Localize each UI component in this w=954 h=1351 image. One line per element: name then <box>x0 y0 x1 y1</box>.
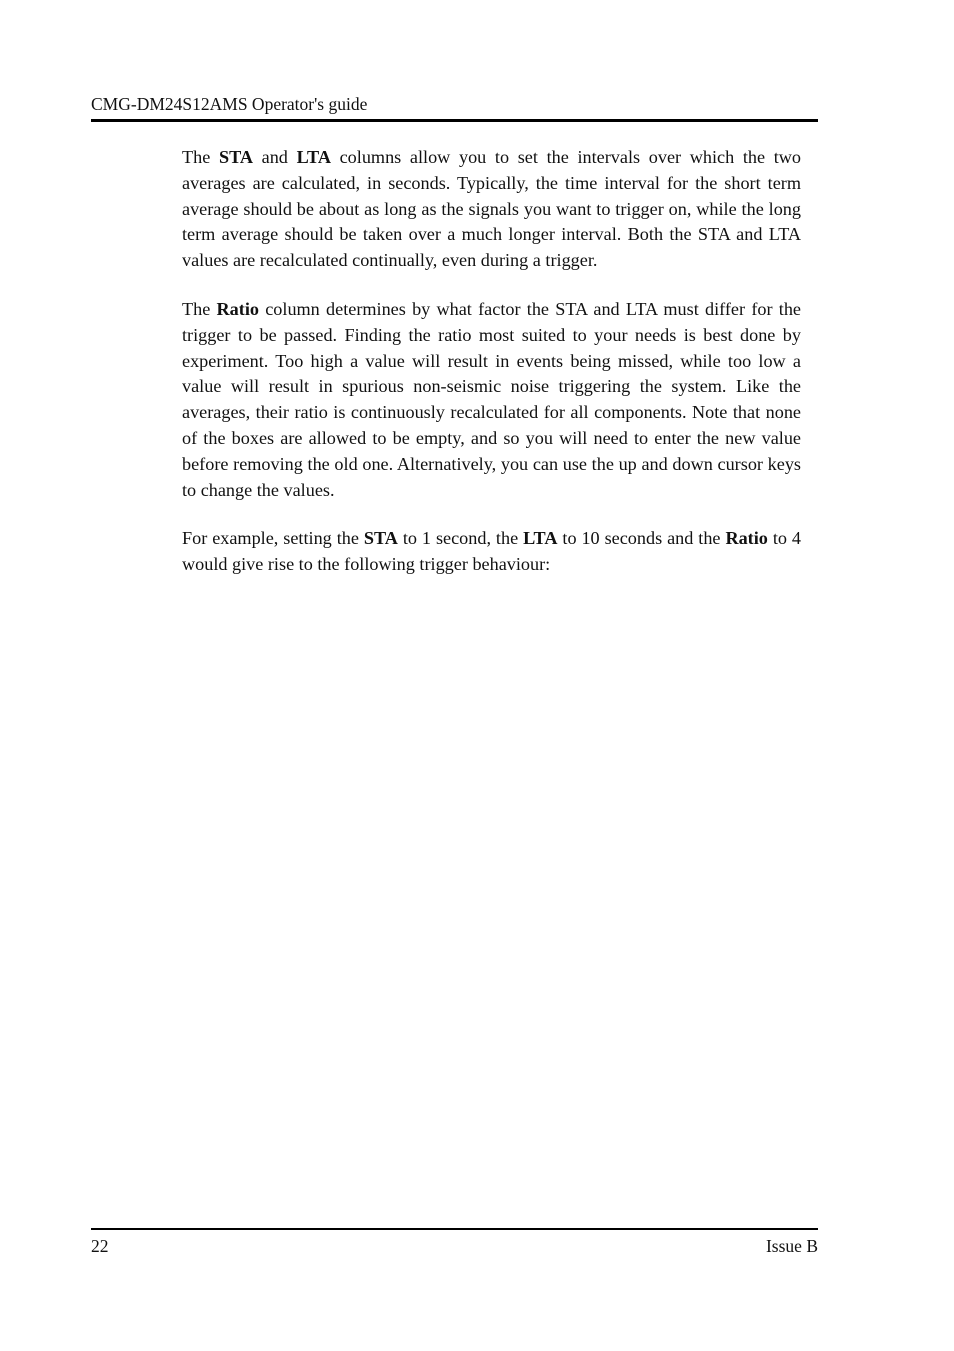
running-header: CMG-DM24S12AMS Operator's guide <box>91 94 368 114</box>
text-span: The <box>182 298 217 319</box>
bold-term-lta: LTA <box>523 528 558 549</box>
text-span: and <box>252 147 297 167</box>
header-rule <box>91 119 818 122</box>
footer-rule <box>91 1228 818 1230</box>
paragraph-sta-lta <box>182 145 801 274</box>
bold-term-sta: STA <box>218 147 253 167</box>
issue-label: Issue B <box>765 1236 818 1256</box>
page-footer <box>91 1234 818 1258</box>
bold-term-sta: STA <box>363 528 398 549</box>
paragraph-example <box>182 526 801 578</box>
text-span: For example, setting the <box>182 528 364 549</box>
text-span: to 4 would give rise to the following trigger behaviour: <box>182 528 801 575</box>
bold-term-ratio: Ratio <box>725 528 768 549</box>
bold-term-lta: LTA <box>296 147 331 167</box>
body-text <box>182 145 801 601</box>
bold-term-ratio: Ratio <box>216 298 259 319</box>
text-span: columns allow you to set the intervals over which the two averages are calculated, in seconds. Typically, the time interval for the short term average should be about as long as the signals you want to trigger on, while the long term average should be taken over a much longer interval. Both the STA and LTA values are recalculated continually, even during a trigger. <box>182 147 802 271</box>
text-span: column determines by what factor the STA and LTA must differ for the trigger to be passed. Finding the ratio most suited to your needs is best done by experiment. Too high a value will result in events being missed, while too low a value will result in spurious non-seismic noise triggering the system. Like the averages, their ratio is continuously recalculated for all components. Note that none of the boxes are allowed to be empty, and so you will need to enter the new value before removing the old one. Alternatively, you can use the up and down cursor keys to change the values. <box>182 298 801 500</box>
paragraph-ratio <box>182 297 801 503</box>
page-number: 22 <box>91 1236 109 1256</box>
text-span: to 1 second, the <box>397 528 524 549</box>
text-span: to 10 seconds and the <box>557 528 726 549</box>
text-span: The <box>182 147 219 167</box>
